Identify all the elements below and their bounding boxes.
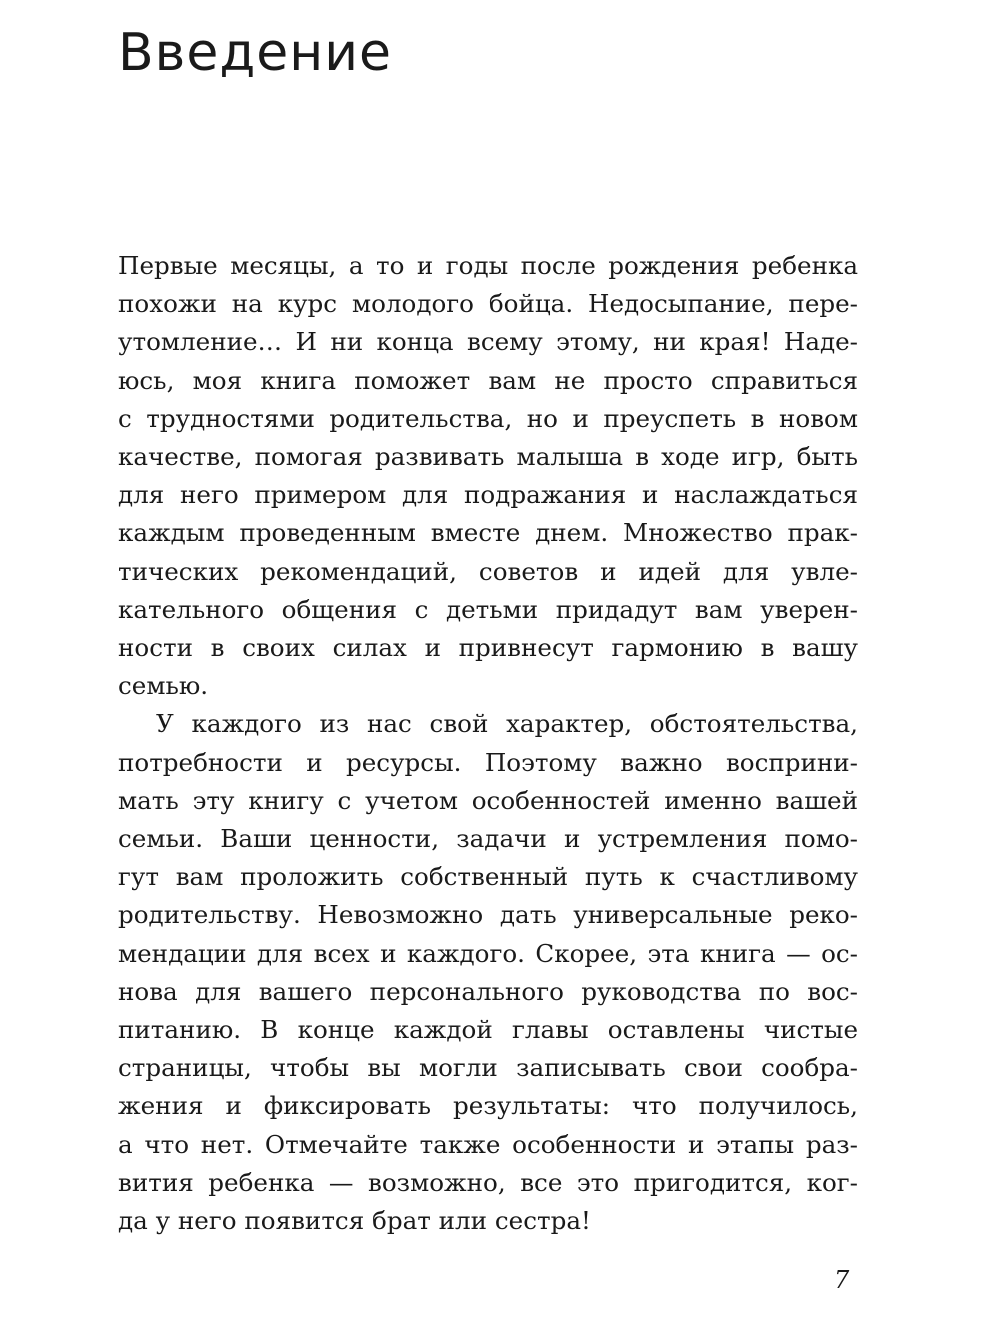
text-line: качестве, помогая развивать малыша в ходе игр, быть — [118, 442, 858, 472]
text-line: жения и фиксировать результаты: что получилось, — [118, 1091, 858, 1121]
text-line: страницы, чтобы вы могли записывать свои сообра- — [118, 1053, 858, 1083]
text-line: семью. — [118, 671, 209, 701]
page-number: 7 — [834, 1266, 850, 1294]
text-line: У каждого из нас свой характер, обстоятельства, — [156, 709, 858, 739]
text-line: юсь, моя книга поможет вам не просто справиться — [118, 365, 858, 395]
text-line: с трудностями родительства, но и преуспеть в новом — [118, 403, 858, 433]
text-line: каждым проведенным вместе днем. Множество прак- — [118, 518, 858, 548]
text-line: нова для вашего персонального руководства по вос- — [118, 976, 858, 1006]
text-line: питанию. В конце каждой главы оставлены чистые — [118, 1015, 858, 1045]
text-line: похожи на курс молодого бойца. Недосыпание, пере- — [118, 289, 858, 319]
text-line: кательного общения с детьми придадут вам уверен- — [118, 594, 858, 624]
text-line: утомление… И ни конца всему этому, ни края! Наде- — [118, 327, 858, 357]
text-line: тических рекомендаций, советов и идей для увле- — [118, 556, 858, 586]
text-line: для него примером для подражания и наслаждаться — [118, 480, 858, 510]
text-line: а что нет. Отмечайте также особенности и этапы раз- — [118, 1129, 858, 1159]
text-line: ности в своих силах и привнесут гармонию в вашу — [118, 633, 858, 663]
paragraph-2 — [118, 705, 858, 1240]
chapter-title: Введение — [118, 23, 393, 83]
text-line: вития ребенка — возможно, все это пригодится, ког- — [118, 1167, 858, 1197]
text-line: родительству. Невозможно дать универсальные реко- — [118, 900, 858, 930]
text-line: Первые месяцы, а то и годы после рождения ребенка — [118, 251, 858, 280]
text-line: мендации для всех и каждого. Скорее, эта книга — ос- — [118, 938, 858, 968]
body-text — [118, 247, 858, 1240]
text-line: потребности и ресурсы. Поэтому важно восприни- — [118, 747, 858, 777]
text-line: мать эту книгу с учетом особенностей именно вашей — [118, 785, 858, 815]
paragraph-1 — [118, 247, 858, 705]
text-line: семьи. Ваши ценности, задачи и устремления помо- — [118, 824, 858, 854]
text-line: да у него появится брат или сестра! — [118, 1206, 591, 1236]
text-line: гут вам проложить собственный путь к счастливому — [118, 862, 858, 892]
